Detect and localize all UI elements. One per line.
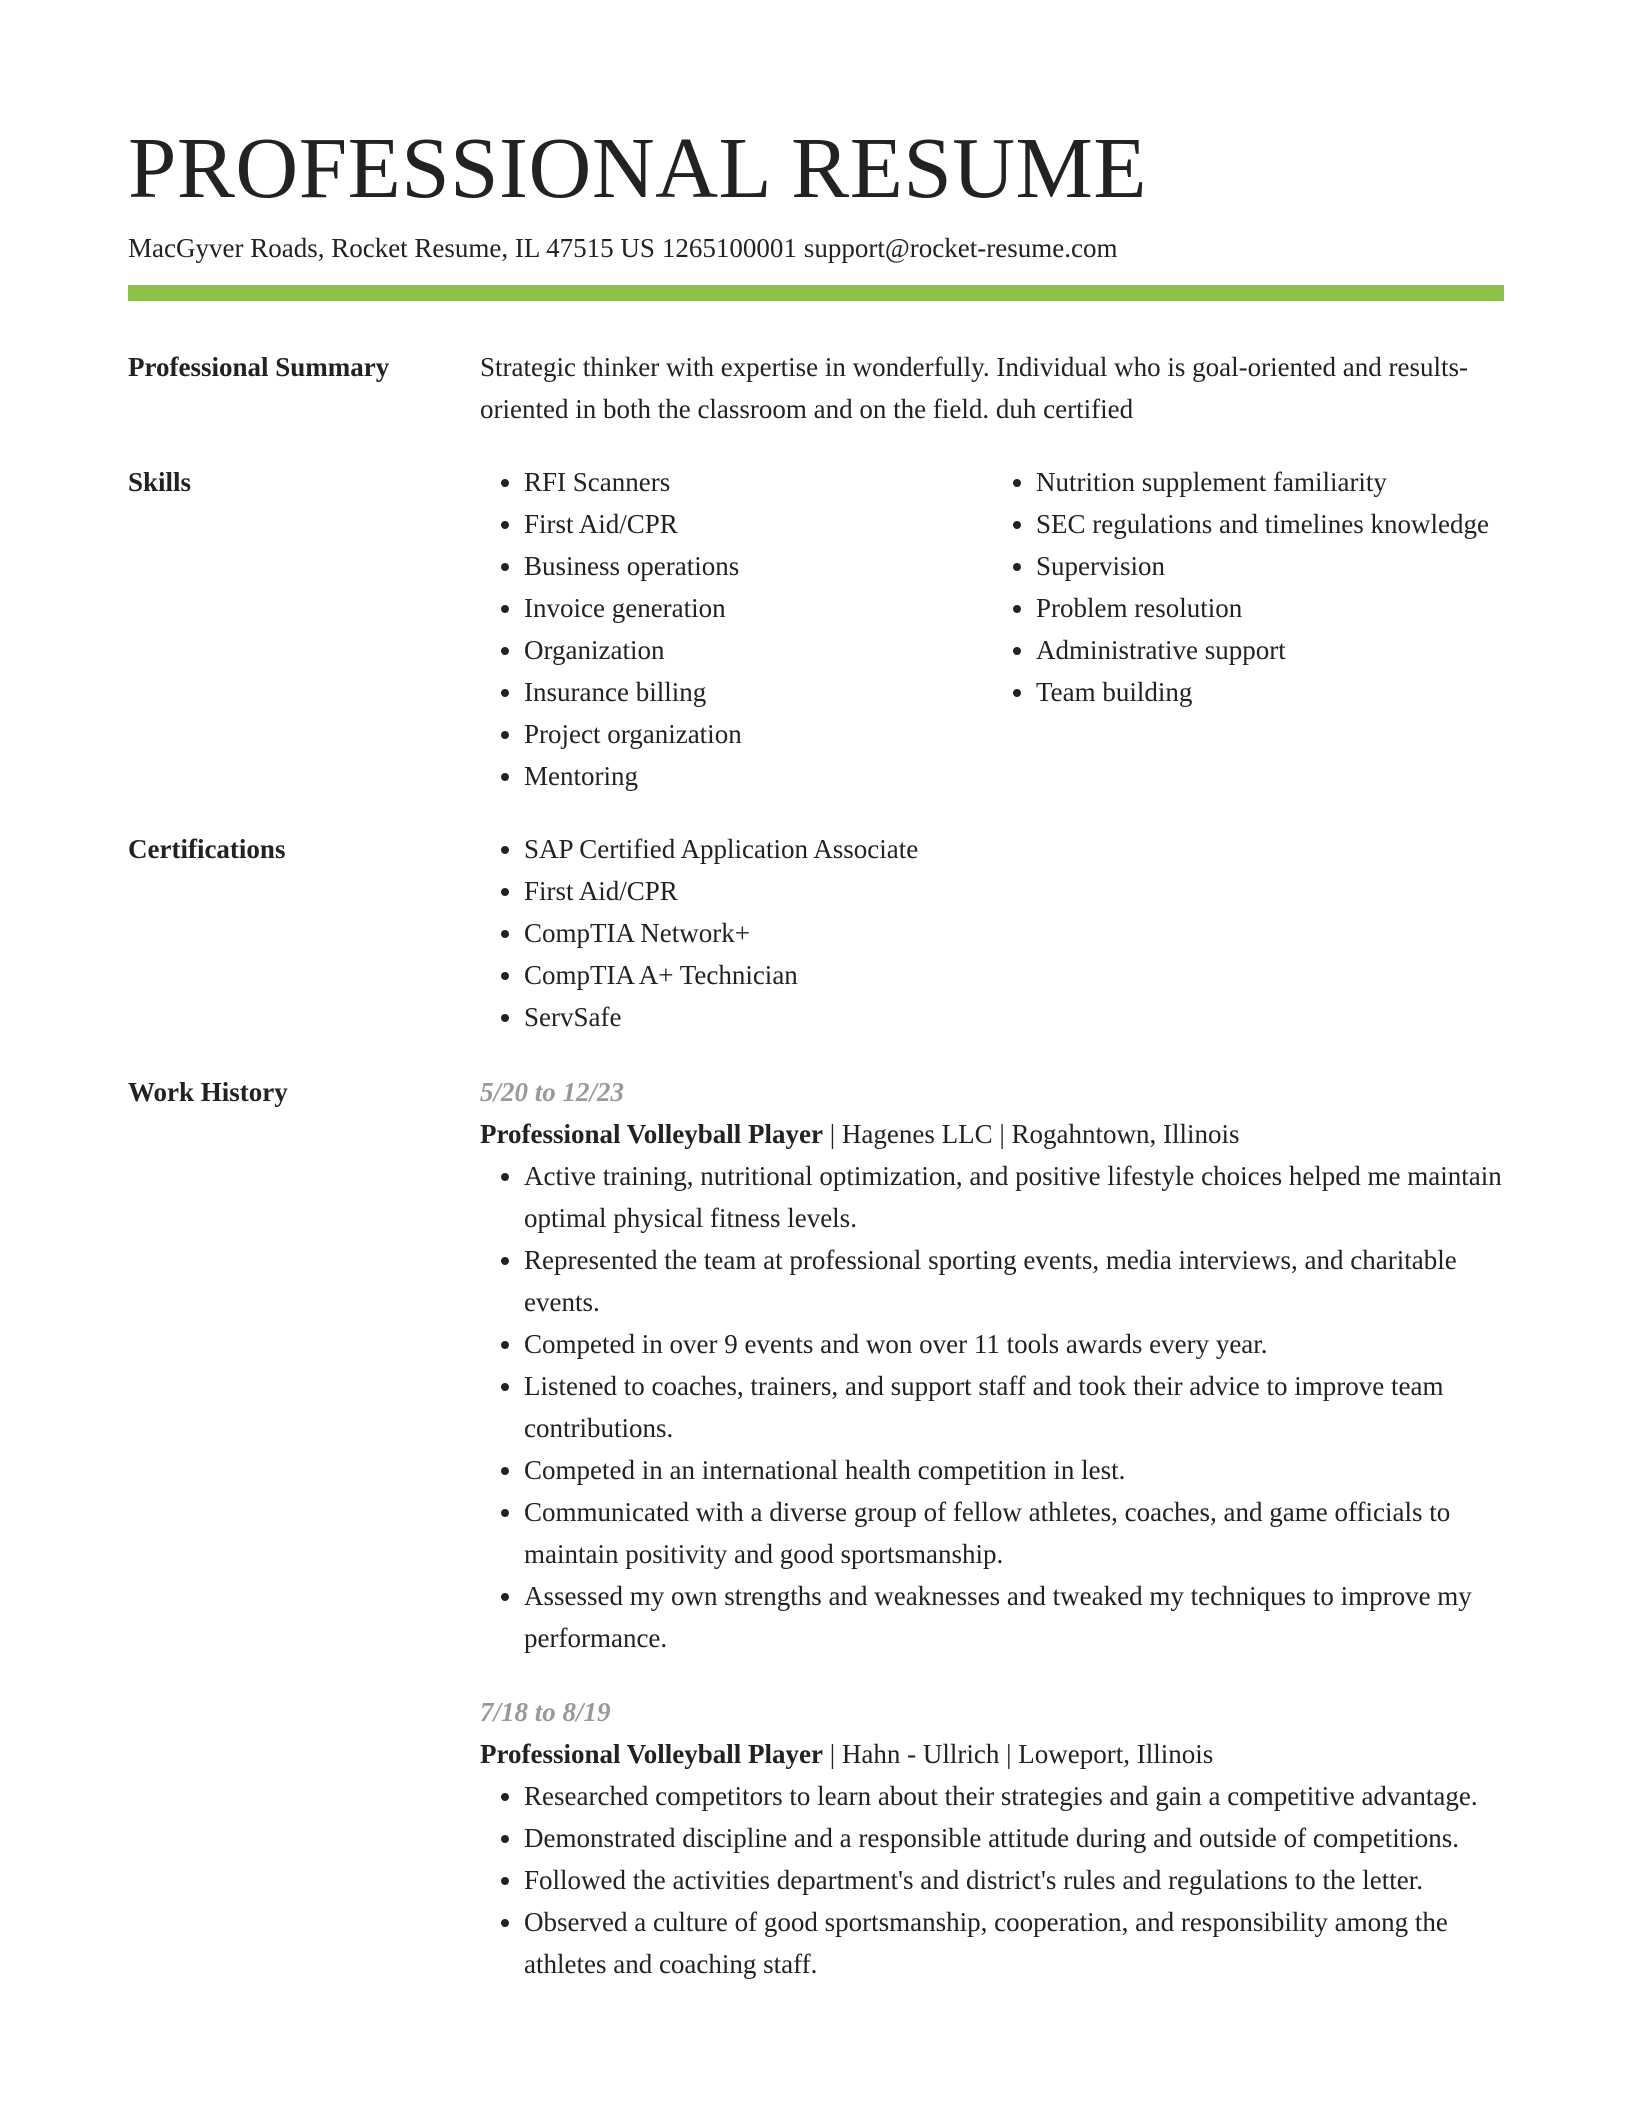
list-item: • Observed a culture of good sportsmanship, cooperation, and responsibility among the athletes and coaching staff.: [524, 1901, 1504, 1985]
job-title: Professional Volleyball Player: [480, 1119, 823, 1149]
list-item: • Competed in over 9 events and won over 11 tools awards every year.: [524, 1323, 1504, 1365]
list-item: • Mentoring: [524, 755, 992, 797]
job-separator: |: [999, 1119, 1005, 1149]
list-item: • SAP Certified Application Associate: [524, 828, 1504, 870]
work-history-content: [480, 1071, 1504, 1985]
job-entry: [480, 1691, 1504, 1985]
list-item: • SEC regulations and timelines knowledge: [1036, 503, 1504, 545]
list-item: • Team building: [1036, 671, 1504, 713]
job-location: Rogahntown, Illinois: [1011, 1119, 1240, 1149]
list-item: • Followed the activities department's and district's rules and regulations to the letter.: [524, 1859, 1504, 1901]
job-dates: 5/20 to 12/23: [480, 1077, 625, 1107]
list-item: • Problem resolution: [1036, 587, 1504, 629]
summary-text: Strategic thinker with expertise in wonderfully. Individual who is goal-oriented and results-oriented in both the classroom and on the field. duh certified: [480, 352, 1469, 424]
list-item: • Business operations: [524, 545, 992, 587]
job-separator: |: [829, 1119, 836, 1149]
contact-phone: 1265100001: [661, 233, 797, 263]
section-label-summary: Professional Summary: [128, 352, 390, 382]
list-item: • Active training, nutritional optimization, and positive lifestyle choices helped me maintain optimal physical fitness levels.: [524, 1155, 1504, 1239]
list-item: • First Aid/CPR: [524, 503, 992, 545]
section-label-skills: Skills: [128, 467, 192, 497]
job-separator: |: [1006, 1739, 1012, 1769]
list-item: • Invoice generation: [524, 587, 992, 629]
summary-content: [480, 346, 1504, 430]
list-item: • Insurance billing: [524, 671, 992, 713]
job-heading: [480, 1113, 1504, 1155]
list-item: • Supervision: [1036, 545, 1504, 587]
certifications-list: [480, 828, 1504, 1038]
list-item: • Competed in an international health competition in lest.: [524, 1449, 1504, 1491]
job-heading: [480, 1733, 1504, 1775]
list-item: • Listened to coaches, trainers, and support staff and took their advice to improve team contributions.: [524, 1365, 1504, 1449]
list-item: • Represented the team at professional sporting events, media interviews, and charitable events.: [524, 1239, 1504, 1323]
list-item: • Organization: [524, 629, 992, 671]
list-item: • CompTIA Network+: [524, 912, 1504, 954]
list-item: • Assessed my own strengths and weaknesses and tweaked my techniques to improve my performance.: [524, 1575, 1504, 1659]
list-item: • Project organization: [524, 713, 992, 755]
list-item: • Communicated with a diverse group of fellow athletes, coaches, and game officials to maintain positivity and good sportsmanship.: [524, 1491, 1504, 1575]
job-company: Hagenes LLC: [841, 1119, 993, 1149]
section-label-work-history: Work History: [128, 1077, 288, 1107]
skills-list-column-2: [992, 461, 1504, 797]
contact-address: MacGyver Roads, Rocket Resume, IL 47515 US: [128, 233, 655, 263]
page-title: PROFESSIONAL RESUME: [128, 119, 1148, 216]
job-location: Loweport, Illinois: [1018, 1739, 1214, 1769]
contact-email: support@rocket-resume.com: [803, 233, 1118, 263]
list-item: • Researched competitors to learn about their strategies and gain a competitive advantage.: [524, 1775, 1504, 1817]
header-divider: [128, 285, 1504, 301]
job-separator: |: [829, 1739, 836, 1769]
resume-header: [128, 118, 1504, 268]
skills-list-column-1: [480, 461, 992, 797]
list-item: • Demonstrated discipline and a responsible attitude during and outside of competitions.: [524, 1817, 1504, 1859]
job-entry: [480, 1071, 1504, 1659]
list-item: • Nutrition supplement familiarity: [1036, 461, 1504, 503]
list-item: • ServSafe: [524, 996, 1504, 1038]
job-bullets: [480, 1155, 1504, 1659]
list-item: • CompTIA A+ Technician: [524, 954, 1504, 996]
list-item: • First Aid/CPR: [524, 870, 1504, 912]
section-label-certifications: Certifications: [128, 834, 286, 864]
job-bullets: [480, 1775, 1504, 1985]
job-dates: 7/18 to 8/19: [480, 1697, 611, 1727]
list-item: • RFI Scanners: [524, 461, 992, 503]
certifications-content: [480, 828, 1504, 1038]
contact-line: [128, 228, 1504, 268]
skills-content: [480, 461, 1504, 797]
job-title: Professional Volleyball Player: [480, 1739, 823, 1769]
list-item: • Administrative support: [1036, 629, 1504, 671]
job-company: Hahn - Ullrich: [841, 1739, 1000, 1769]
